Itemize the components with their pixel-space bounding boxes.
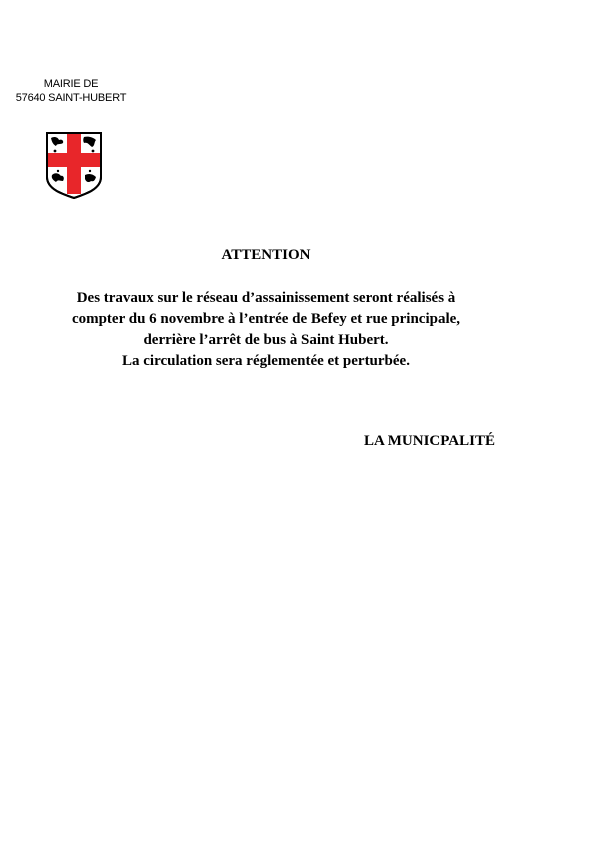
mairie-header bbox=[0, 77, 142, 105]
notice-body bbox=[0, 288, 532, 372]
notice-line: La circulation sera réglementée et perturbée. bbox=[122, 353, 410, 369]
notice-title: ATTENTION bbox=[221, 247, 311, 263]
header-line-mairie: MAIRIE DE bbox=[43, 78, 99, 90]
header-line-address: 57640 SAINT-HUBERT bbox=[15, 92, 127, 104]
coat-of-arms-icon bbox=[44, 131, 104, 199]
notice-line: compter du 6 novembre à l’entrée de Befey et rue principale, bbox=[71, 311, 461, 327]
signature: LA MUNICPALITÉ bbox=[364, 433, 495, 449]
notice-line: derrière l’arrêt de bus à Saint Hubert. bbox=[143, 332, 389, 348]
notice-line: Des travaux sur le réseau d’assainissement seront réalisés à bbox=[76, 290, 456, 306]
